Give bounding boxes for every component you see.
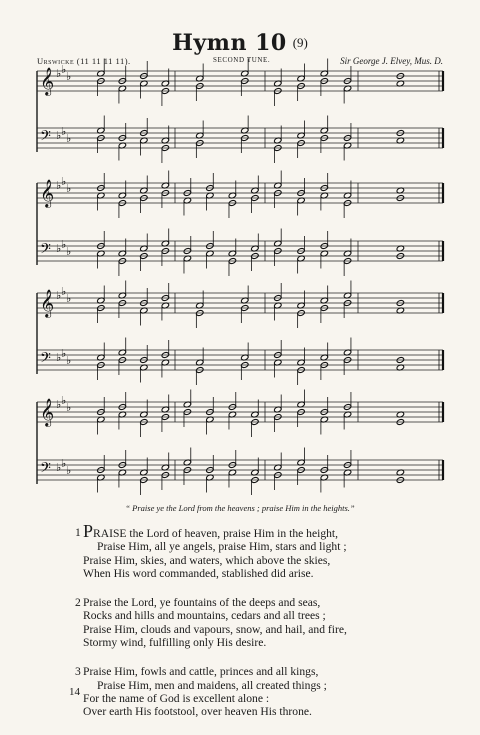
verse-3	[75, 665, 347, 719]
flat-sign: ♭	[61, 63, 67, 76]
flat-sign: ♭	[61, 347, 67, 360]
flat-sign: ♭	[66, 292, 72, 305]
verse-number: 1	[75, 526, 81, 539]
drop-cap: P	[83, 521, 94, 541]
flat-sign: ♭	[66, 464, 72, 477]
flat-sign: ♭	[56, 351, 62, 364]
treble-clef: 𝄞	[40, 67, 55, 95]
flat-sign: ♭	[61, 394, 67, 407]
scripture-caption: “ Praise ye the Lord from the heavens ; praise Him in the heights.”	[125, 503, 355, 513]
verse-1	[75, 521, 347, 580]
verse-line: For the name of God is excellent alone :	[83, 691, 270, 705]
verse-line: Stormy wind, fulfilling only His desire.	[83, 636, 267, 650]
flat-sign: ♭	[61, 285, 67, 298]
composer: Sir George J. Elvey, Mus. D.	[340, 56, 443, 66]
tune-name: Urswicke (11 11 11 11).	[37, 56, 131, 66]
flat-sign: ♭	[61, 238, 67, 251]
verse-2	[75, 596, 347, 650]
treble-clef: 𝄞	[40, 179, 55, 207]
verse-line: Praise Him, skies, and waters, which above the skies,	[83, 553, 331, 567]
flat-sign: ♭	[66, 132, 72, 145]
verse-line: PRAISE the Lord of heaven, praise Him in the height,	[83, 521, 339, 541]
verse-line: When His word commanded, stablished did arise.	[83, 566, 314, 580]
flat-sign: ♭	[66, 245, 72, 258]
flat-sign: ♭	[56, 242, 62, 255]
verse-line: Praise Him, clouds and vapours, snow, and hail, and fire,	[83, 622, 347, 636]
flat-sign: ♭	[66, 182, 72, 195]
bass-clef: 𝄢	[40, 241, 51, 261]
bass-clef: 𝄢	[40, 128, 51, 148]
treble-clef: 𝄞	[40, 398, 55, 426]
verse-number: 2	[75, 596, 81, 610]
flat-sign: ♭	[61, 457, 67, 470]
flat-sign: ♭	[66, 70, 72, 83]
treble-clef: 𝄞	[40, 289, 55, 317]
flat-sign: ♭	[56, 461, 62, 474]
verse-line: Praise Him, all ye angels, praise Him, stars and light ;	[97, 540, 347, 554]
flat-sign: ♭	[66, 401, 72, 414]
verse-line: Praise the Lord, ye fountains of the deeps and seas,	[83, 596, 321, 610]
verse-line: Praise Him, men and maidens, all created things ;	[97, 678, 327, 692]
flat-sign: ♭	[61, 175, 67, 188]
page-number: 14	[69, 686, 80, 698]
flat-sign: ♭	[56, 129, 62, 142]
hymn-number: (9)	[292, 35, 308, 50]
flat-sign: ♭	[56, 179, 62, 192]
hymn-verses	[75, 521, 347, 735]
flat-sign: ♭	[56, 67, 62, 80]
flat-sign: ♭	[66, 354, 72, 367]
flat-sign: ♭	[61, 125, 67, 138]
verse-line: Rocks and hills and mountains, cedars and all trees ;	[83, 609, 326, 623]
bass-clef: 𝄢	[40, 460, 51, 480]
flat-sign: ♭	[56, 398, 62, 411]
bass-clef: 𝄢	[40, 350, 51, 370]
verse-number: 3	[75, 665, 81, 679]
verse-line: Praise Him, fowls and cattle, princes and all kings,	[83, 665, 319, 679]
second-tune-label: SECOND TUNE.	[213, 56, 271, 64]
hymn-label: Hymn 10	[172, 30, 287, 56]
verse-line: Over earth His footstool, over heaven His throne.	[83, 705, 312, 719]
flat-sign: ♭	[56, 289, 62, 302]
